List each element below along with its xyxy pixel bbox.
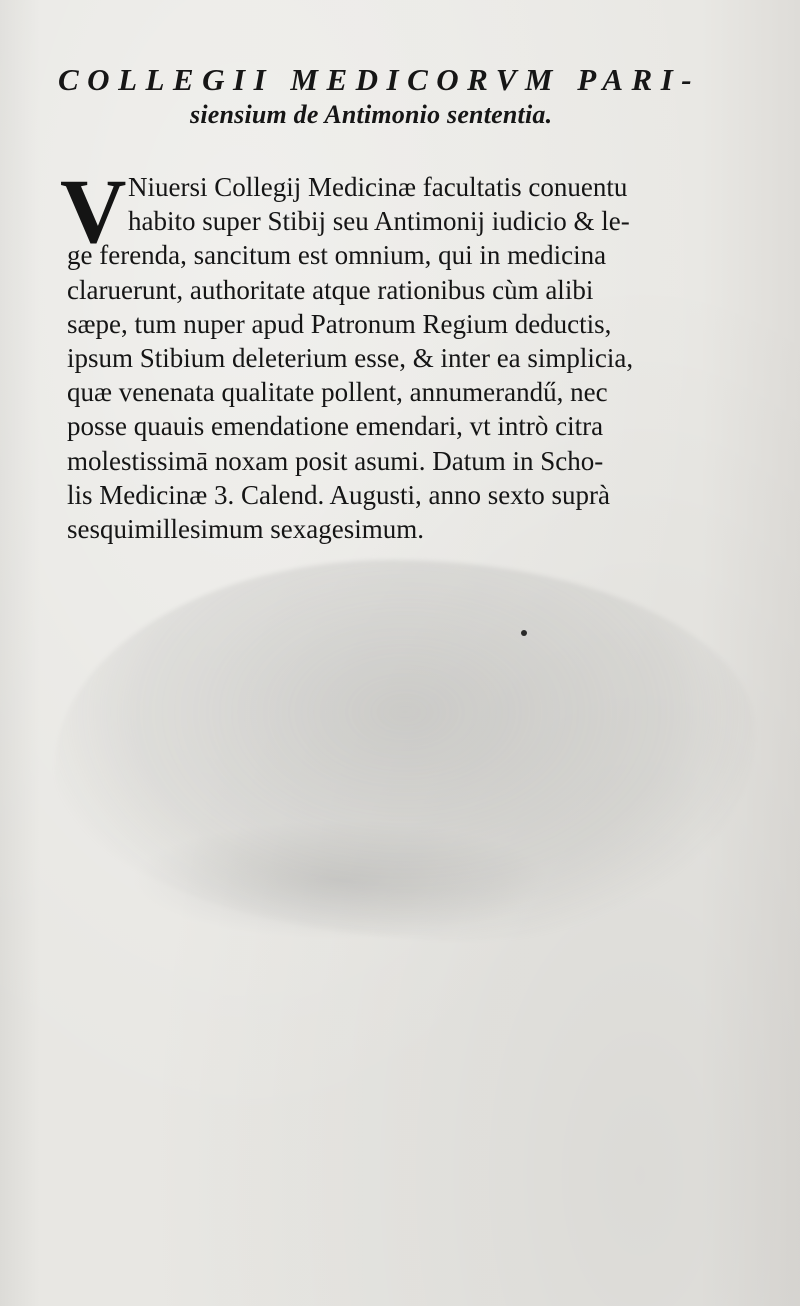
heading-line-2: siensium de Antimonio sententia. <box>190 100 553 129</box>
text-line: Niuersi Collegij Medicinæ facultatis conuentu <box>128 172 628 202</box>
text-line: claruerunt, authoritate atque rationibus cùm alibi <box>67 274 594 305</box>
ink-dot <box>521 630 527 636</box>
text-line: ipsum Stibium deleterium esse, & inter ea simplicia, <box>67 342 634 373</box>
text-line: quæ venenata qualitate pollent, annumerandű, nec <box>67 377 608 408</box>
text-line: lis Medicinæ 3. Calend. Augusti, anno sexto suprà <box>67 479 610 510</box>
text-line: molestissimā noxam posit asumi. Datum in Scho- <box>67 445 604 476</box>
text-line: sesquimillesimum sexagesimum. <box>67 513 424 544</box>
text-line: sæpe, tum nuper apud Patronum Regium deductis, <box>67 308 612 339</box>
body-text <box>67 170 767 546</box>
text-line: ge ferenda, sancitum est omnium, qui in medicina <box>67 240 607 271</box>
drop-cap-initial: V <box>60 160 127 262</box>
show-through-text <box>150 525 790 1205</box>
text-line: posse quauis emendatione emendari, vt intrò citra <box>67 411 604 442</box>
heading-line-1: COLLEGII MEDICORVM PARI- <box>58 62 701 97</box>
text-line: habito super Stibij seu Antimonij iudicio & le- <box>128 206 630 237</box>
